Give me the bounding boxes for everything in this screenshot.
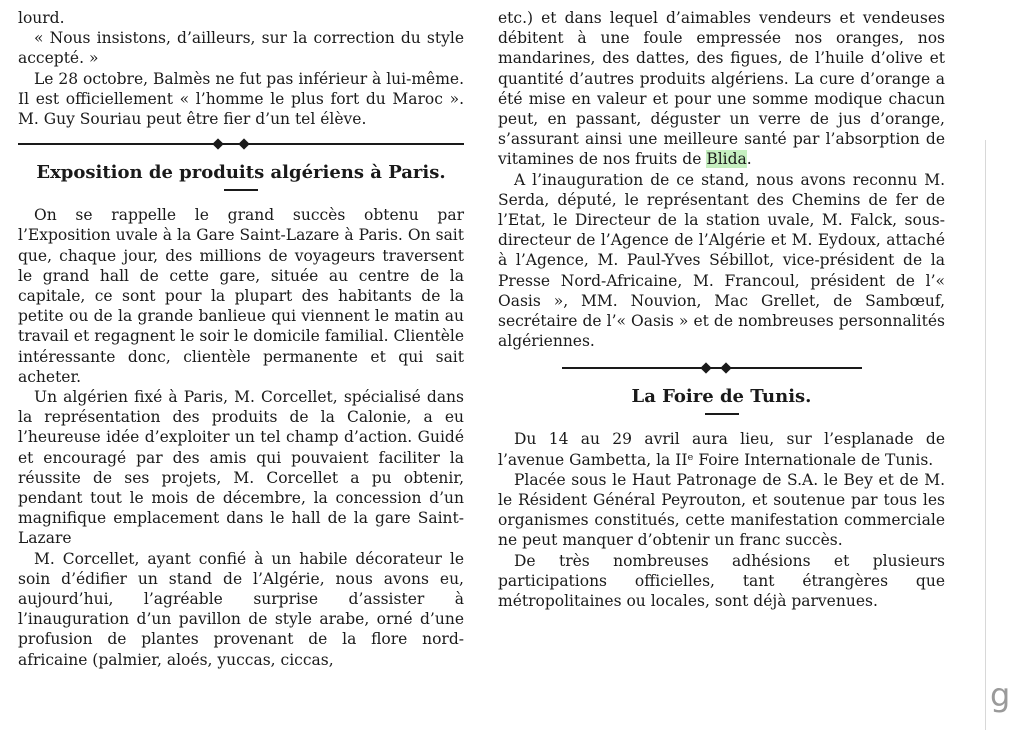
highlighted-word: Blida xyxy=(706,150,747,169)
article-paragraph: On se rappelle le grand succès obtenu par l’Exposition uvale à la Gare Saint-Lazare à Paris. On sait que, chaque jour, des millions de voyageurs traversent le grand hall de cette gare, située au centre de la capitale, ce sont pour la plupart des habitants de la petite ou de la grande banlieue qui viennent le matin au travail et regagnent le soir le domicile familial. Clientèle intéressante donc, clientèle permanente et qui sait acheter. xyxy=(18,206,464,386)
right-column xyxy=(498,8,945,611)
intro-paragraph: lourd. xyxy=(18,9,65,27)
margin-glyph: g xyxy=(990,676,1010,714)
continuation-paragraph xyxy=(498,8,945,170)
section-divider xyxy=(562,361,862,375)
article-paragraph: M. Corcellet, ayant confié à un habile décorateur le soin d’édifier un stand de l’Algérie, nous avons eu, aujourd’hui, l’agréable surprise d’assister à l’inauguration d’un pavillon de style arabe, orné d’une profusion de plantes provenant de la flore nord-africaine (palmier, aloés, yuccas, ciccas, xyxy=(18,549,464,669)
inauguration-paragraph: A l’inauguration de ce stand, nous avons reconnu M. Serda, député, le représentant des Chemins de fer de l’Etat, le Directeur de la station uvale, M. Falck, sous-directeur de l’Agence de l’Algérie et M. Eydoux, attaché à l’Agence, M. Paul-Yves Sébillot, vice-président de la Presse Nord-Africaine, M. Francoul, président de l’« Oasis », MM. Nouvion, Mac Grellet, de Sambœuf, secrétaire de l’« Oasis » et de nombreuses personnalités algériennes. xyxy=(498,170,945,351)
article-paragraph: Un algérien fixé à Paris, M. Corcellet, spécialisé dans la représentation des produits de la Calonie, a eu l’heureuse idée d’exploiter un tel champ d’action. Guidé et encouragé par des amis qui pouvaient faciliter la réussite de ses projets, M. Corcellet a pu obtenir, pendant tout le mois de décembre, la concession d’un magnifique emplacement dans le hall de la gare Saint-Lazare xyxy=(18,388,464,548)
page-edge-line xyxy=(985,140,986,730)
section-divider xyxy=(18,137,464,151)
intro-paragraph: « Nous insistons, d’ailleurs, sur la correction du style accepté. » xyxy=(18,29,464,68)
article-title-exposition: Exposition de produits algériens à Paris. xyxy=(36,162,446,184)
intro-paragraph: Le 28 octobre, Balmès ne fut pas inférieur à lui-même. Il est officiellement « l’homme le plus fort du Maroc ». M. Guy Souriau peut être fier d’un tel élève. xyxy=(18,69,464,129)
article-title-foire: La Foire de Tunis. xyxy=(631,386,812,408)
article-paragraph: Placée sous le Haut Patronage de S.A. le Bey et de M. le Résident Général Peyrouton, et soutenue par tous les organismes constitués, cette manifestation commerciale ne peut manquer d’obtenir un franc succès. xyxy=(498,470,945,550)
left-column xyxy=(18,8,464,670)
article-paragraph: De très nombreuses adhésions et plusieurs participations officielles, tant étrangères que métropolitaines ou locales, sont déjà parvenues. xyxy=(498,551,945,611)
continuation-text: etc.) et dans lequel d’aimables vendeurs et vendeuses débitent à une foule empressée nos oranges, nos mandarines, des dattes, des figues, de l’huile d’olive et quantité d’autres produits algériens. La cure d’orange a été mise en valeur et pour une somme modique chacun peut, en passant, déguster un verre de jus d’orange, s’assurant ainsi une meilleure santé par l’absorption de vitamines de nos fruits de xyxy=(498,9,945,169)
article-paragraph: Du 14 au 29 avril aura lieu, sur l’esplanade de l’avenue Gambetta, la IIᵉ Foire Internationale de Tunis. xyxy=(498,430,945,469)
title-underline xyxy=(705,413,739,415)
continuation-end: . xyxy=(746,150,752,169)
title-underline xyxy=(224,189,258,191)
